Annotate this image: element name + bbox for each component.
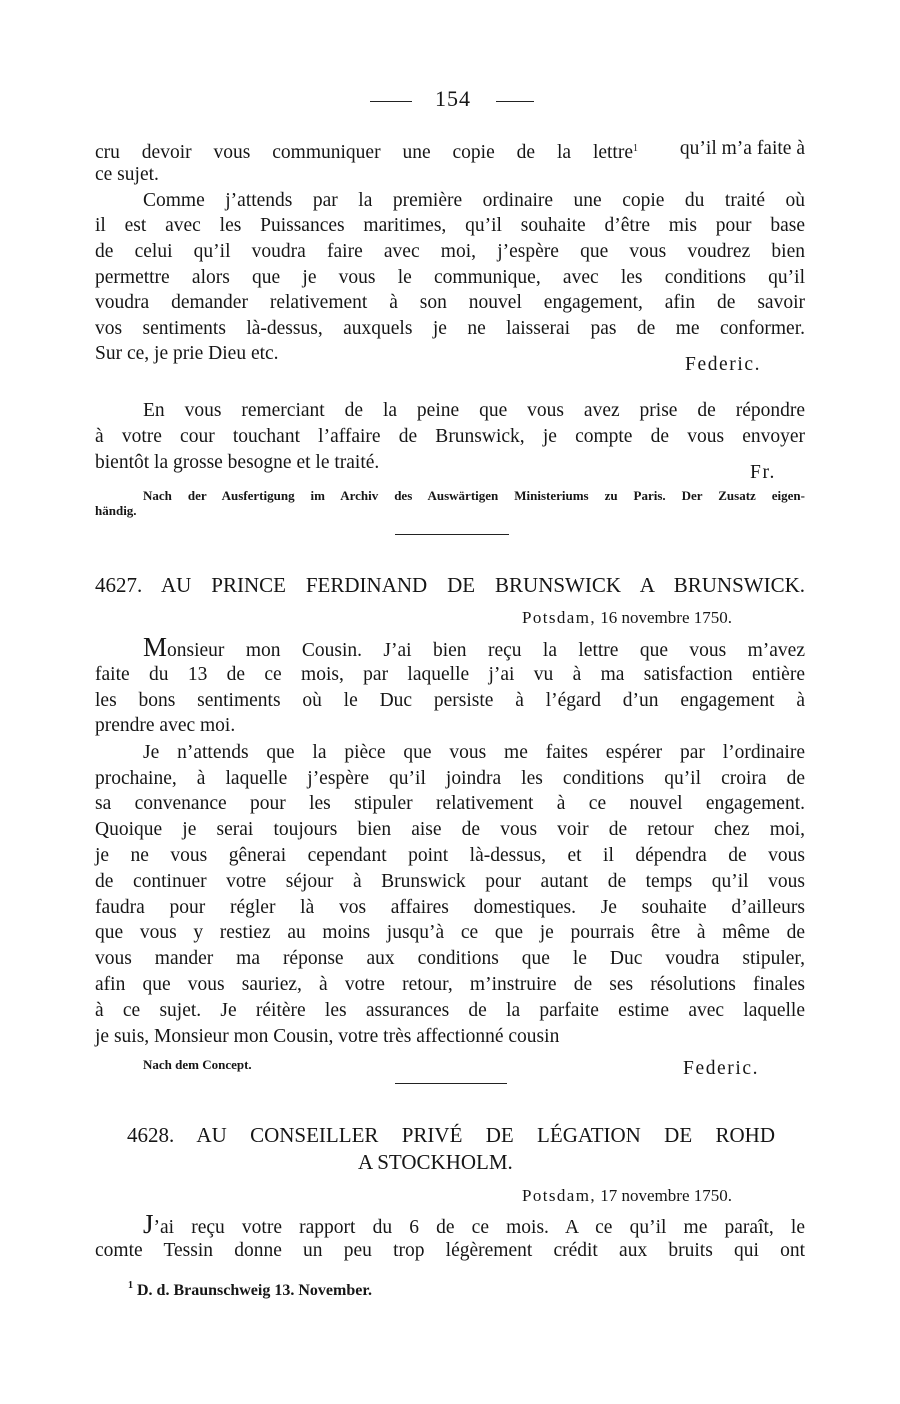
text-line: Comme j’attends par la première ordinaire une copie du traité où	[143, 190, 805, 211]
text-line: faudra pour régler là vos affaires domestiques. Je souhaite d’ailleurs	[95, 897, 805, 918]
text-line: voudra demander relativement à son nouvel engagement, afin de savoir	[95, 292, 805, 313]
letter-date: 17 novembre 1750.	[600, 1186, 732, 1205]
text-line: que vous y restiez au moins jusqu’à ce que je pourrais être à même de	[95, 922, 805, 943]
letter-heading: 4628. AU CONSEILLER PRIVÉ DE LÉGATION DE ROHD	[127, 1123, 775, 1147]
text-line: Sur ce, je prie Dieu etc.	[95, 343, 279, 364]
text-line: prendre avec moi.	[95, 715, 236, 736]
text-line: bientôt la grosse besogne et le traité.	[95, 452, 380, 473]
footnote-marker: 1	[128, 1280, 133, 1291]
text-line: comte Tessin donne un peu trop légèrement crédit aux bruits qui ont	[95, 1240, 805, 1261]
signature: Federic.	[683, 1058, 760, 1079]
section-divider	[395, 534, 509, 535]
source-note: Nach der Ausfertigung im Archiv des Auswärtigen Ministeriums zu Paris. Der Zusatz eigen-	[143, 488, 805, 503]
header-rule-right	[496, 101, 534, 102]
text-line: les bons sentiments où le Duc persiste à l’égard d’un engagement à	[95, 690, 805, 711]
drop-cap: J	[143, 1209, 154, 1239]
letter-dateline	[522, 608, 732, 628]
text-line: permettre alors que je vous le communique, avec les conditions qu’il	[95, 267, 805, 288]
source-note: Nach dem Concept.	[143, 1057, 252, 1072]
letter-date: 16 novembre 1750.	[600, 608, 732, 627]
letter-dateline	[522, 1186, 732, 1206]
text-line: de continuer votre séjour à Brunswick pour autant de temps qu’il vous	[95, 871, 805, 892]
text-line: En vous remerciant de la peine que vous avez prise de répondre	[143, 400, 805, 421]
text-line: vos sentiments là-dessus, auxquels je ne laisserai pas de me conformer.	[95, 318, 805, 339]
text-line: Je n’attends que la pièce que vous me faites espérer par l’ordinaire	[143, 742, 805, 763]
text-line: à votre cour touchant l’affaire de Brunswick, je compte de vous envoyer	[95, 426, 805, 447]
letter-place: Potsdam,	[522, 608, 597, 627]
text-line: ce sujet.	[95, 164, 159, 185]
text-line: Quoique je serai toujours bien aise de vous voir de retour chez moi,	[95, 819, 805, 840]
text-line: prochaine, à laquelle j’espère qu’il joindra les conditions qu’il croira de	[95, 768, 805, 789]
letter-place: Potsdam,	[522, 1186, 597, 1205]
drop-cap: M	[143, 632, 168, 662]
letter-heading-line2: A STOCKHOLM.	[358, 1150, 513, 1174]
header-rule-left	[370, 101, 412, 102]
text-line: vous mander ma réponse aux conditions que le Duc voudra stipuler,	[95, 948, 805, 969]
text-line: je ne vous gênerai cependant point là-dessus, et il dépendra de vous	[95, 845, 805, 866]
text-line: de celui qu’il voudra faire avec moi, j’espère que vous voudrez bien	[95, 241, 805, 262]
footnote-ref: 1	[633, 143, 638, 154]
text-line: Monsieur mon Cousin. J’ai bien reçu la lettre que vous m’avez	[143, 632, 805, 662]
text-line: à ce sujet. Je réitère les assurances de la parfaite estime avec laquelle	[95, 1000, 805, 1021]
letter-heading: 4627. AU PRINCE FERDINAND DE BRUNSWICK A BRUNSWICK.	[95, 573, 805, 597]
signature: Federic.	[685, 354, 762, 375]
page-number: 154	[435, 86, 471, 111]
text-line: sa convenance pour les stipuler relativement à ce nouvel engagement.	[95, 793, 805, 814]
footnote-text: D. d. Braunschweig 13. November.	[137, 1282, 372, 1299]
source-note: händig.	[95, 503, 137, 518]
text-line: je suis, Monsieur mon Cousin, votre très affectionné cousin	[95, 1026, 560, 1047]
text-line: J’ai reçu votre rapport du 6 de ce mois. A ce qu’il me paraît, le	[143, 1209, 805, 1239]
text-line: cru devoir vous communiquer une copie de la lettre$^1$ qu’il m’a faite à	[95, 138, 805, 163]
text-line: afin que vous sauriez, à votre retour, m’instruire de ses résolutions finales	[95, 974, 805, 995]
footnote	[128, 1280, 372, 1300]
text-line: faite du 13 de ce mois, par laquelle j’ai vu à ma satisfaction entière	[95, 664, 805, 685]
section-divider	[395, 1083, 507, 1084]
postscript-signature: Fr.	[750, 462, 776, 483]
text-line: il est avec les Puissances maritimes, qu’il souhaite d’être mis pour base	[95, 215, 805, 236]
